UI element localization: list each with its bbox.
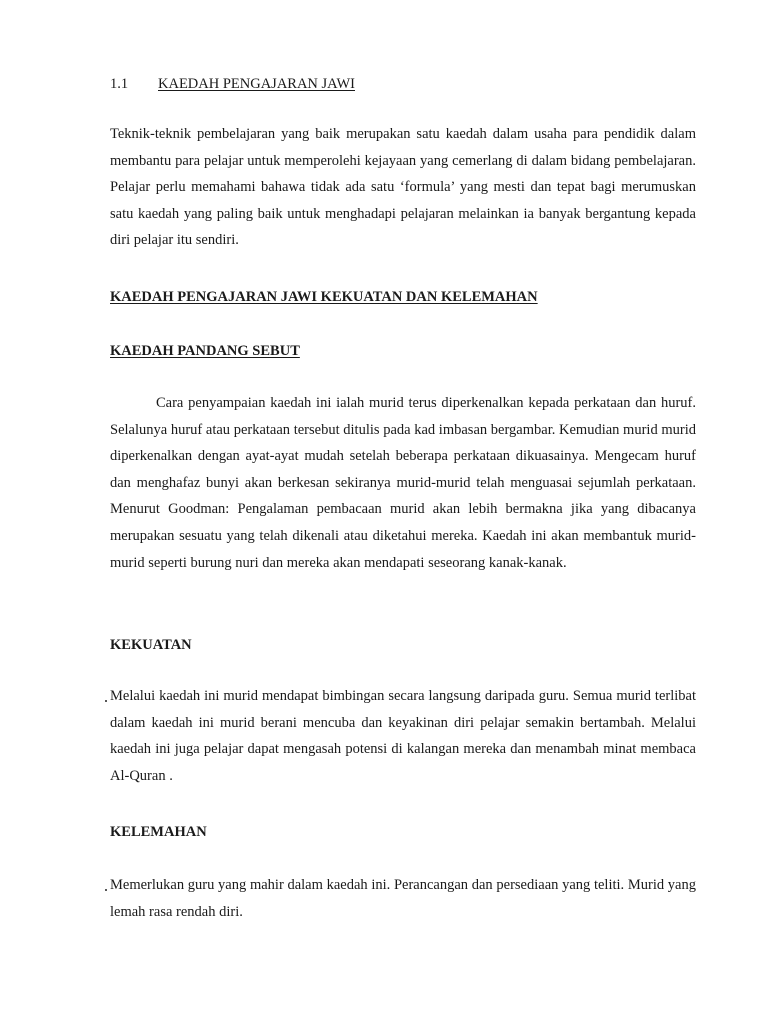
weaknesses-heading: KELEMAHAN	[110, 824, 207, 840]
strengths-paragraph: Melalui kaedah ini murid mendapat bimbingan secara langsung daripada guru. Semua murid terlibat dalam kaedah ini murid berani mencuba dan keyakinan diri pelajar semakin bertambah. Melalui kaedah ini juga pelajar dapat mengasah potensi di kalangan mereka dan menambah minat membaca Al-Quran .	[110, 688, 696, 784]
section-title: KAEDAH PENGAJARAN JAWI	[158, 76, 355, 92]
method-heading: KAEDAH PANDANG SEBUT	[110, 343, 300, 359]
intro-paragraph: Teknik-teknik pembelajaran yang baik merupakan satu kaedah dalam usaha para pendidik dalam membantu para pelajar untuk memperolehi kejayaan yang cemerlang di dalam bidang pembelajaran. Pelajar perlu memahami bahawa tidak ada satu ‘formula’ yang mesti dan tepat bagi merumuskan satu kaedah yang paling baik untuk menghadapi pelajaran melainkan ia banyak bergantung kepada diri pelajar itu sendiri.	[110, 126, 696, 249]
strengths-heading: KEKUATAN	[110, 637, 192, 653]
section-number: 1.1	[110, 76, 129, 92]
scan-speck	[105, 700, 107, 702]
scan-speck	[105, 889, 107, 891]
weaknesses-paragraph: Memerlukan guru yang mahir dalam kaedah ini. Perancangan dan persediaan yang teliti. Murid yang lemah rasa rendah diri.	[110, 877, 696, 920]
section-title-row	[110, 74, 355, 94]
main-heading: KAEDAH PENGAJARAN JAWI KEKUATAN DAN KELEMAHAN	[110, 289, 538, 305]
method-paragraph: Cara penyampaian kaedah ini ialah murid terus diperkenalkan kepada perkataan dan huruf. Selalunya huruf atau perkataan tersebut ditulis pada kad imbasan bergambar. Kemudian murid murid diperkenalkan dengan ayat-ayat mudah setelah beberapa perkataan dikuasainya. Mengecam huruf dan menghafaz bunyi akan berkesan sekiranya murid-murid telah menguasai sejumlah perkataan. Menurut Goodman: Pengalaman pembacaan murid akan lebih bermakna jika yang dibacanya merupakan sesuatu yang telah dikenali atau diketahui mereka. Kaedah ini akan membantuk murid-murid seperti burung nuri dan mereka akan mendapati seseorang kanak-kanak.	[110, 395, 696, 571]
